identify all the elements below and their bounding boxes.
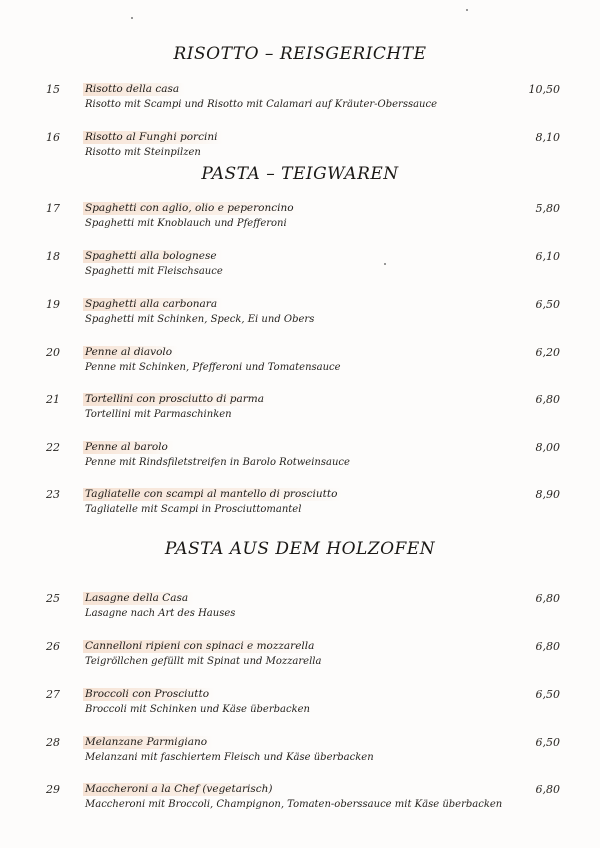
item-description: Penne mit Schinken, Pfefferoni und Tomatensauce <box>85 362 341 373</box>
item-name: Cannelloni ripieni con spinaci e mozzarella <box>83 640 320 653</box>
menu-item <box>0 202 600 238</box>
item-number: 16 <box>46 131 60 144</box>
item-price: 6,50 <box>535 298 560 311</box>
item-number: 18 <box>46 250 60 263</box>
menu-item <box>0 783 600 819</box>
item-name: Melanzane Parmigiano <box>83 736 213 749</box>
item-price: 6,50 <box>535 736 560 749</box>
item-number: 26 <box>46 640 60 653</box>
item-number: 23 <box>46 488 60 501</box>
item-number: 17 <box>46 202 60 215</box>
menu-item <box>0 640 600 676</box>
menu-item <box>0 592 600 628</box>
item-description: Risotto mit Steinpilzen <box>85 147 201 158</box>
item-description: Spaghetti mit Schinken, Speck, Ei und Obers <box>85 314 315 325</box>
item-price: 8,00 <box>535 441 560 454</box>
item-description: Tortellini mit Parmaschinken <box>85 409 232 420</box>
item-name: Tortellini con prosciutto di parma <box>83 393 270 406</box>
item-name: Spaghetti con aglio, olio e peperoncino <box>83 202 300 215</box>
menu-item <box>0 736 600 772</box>
item-description: Penne mit Rindsfiletstreifen in Barolo Rotweinsauce <box>85 457 350 468</box>
menu-item <box>0 441 600 477</box>
menu-item <box>0 83 600 119</box>
section-title-holzofen: PASTA AUS DEM HOLZOFEN <box>164 539 436 559</box>
item-name: Maccheroni a la Chef (vegetarisch) <box>83 783 279 796</box>
item-name: Penne al diavolo <box>83 346 178 359</box>
item-price: 6,20 <box>535 346 560 359</box>
item-price: 5,80 <box>535 202 560 215</box>
item-description: Tagliatelle mit Scampi in Prosciuttomantel <box>85 504 302 515</box>
item-number: 19 <box>46 298 60 311</box>
item-number: 28 <box>46 736 60 749</box>
menu-item <box>0 250 600 286</box>
item-price: 6,80 <box>535 393 560 406</box>
item-number: 27 <box>46 688 60 701</box>
item-price: 8,90 <box>535 488 560 501</box>
item-description: Broccoli mit Schinken und Käse überbacken <box>85 704 310 715</box>
item-price: 10,50 <box>528 83 560 96</box>
menu-item <box>0 393 600 429</box>
item-name: Penne al barolo <box>83 441 174 454</box>
item-name: Risotto della casa <box>83 83 185 96</box>
item-price: 6,80 <box>535 592 560 605</box>
paper-speck <box>131 17 133 19</box>
item-name: Lasagne della Casa <box>83 592 194 605</box>
item-description: Spaghetti mit Fleischsauce <box>85 266 223 277</box>
paper-speck <box>466 9 468 11</box>
item-price: 6,80 <box>535 640 560 653</box>
menu-item <box>0 131 600 167</box>
section-title-risotto: RISOTTO – REISGERICHTE <box>173 44 427 64</box>
menu-item <box>0 346 600 382</box>
item-description: Maccheroni mit Broccoli, Champignon, Tomaten-oberssauce mit Käse überbacken <box>85 799 503 810</box>
item-name: Broccoli con Prosciutto <box>83 688 215 701</box>
item-name: Spaghetti alla bolognese <box>83 250 223 263</box>
item-number: 25 <box>46 592 60 605</box>
item-description: Melanzani mit faschiertem Fleisch und Käse überbacken <box>85 752 374 763</box>
item-price: 6,80 <box>535 783 560 796</box>
item-description: Lasagne nach Art des Hauses <box>85 608 236 619</box>
item-number: 15 <box>46 83 60 96</box>
item-number: 22 <box>46 441 60 454</box>
item-price: 8,10 <box>535 131 560 144</box>
item-name: Spaghetti alla carbonara <box>83 298 223 311</box>
item-number: 20 <box>46 346 60 359</box>
item-name: Tagliatelle con scampi al mantello di prosciutto <box>83 488 343 501</box>
item-number: 21 <box>46 393 60 406</box>
section-title-pasta: PASTA – TEIGWAREN <box>201 164 399 184</box>
menu-item <box>0 298 600 334</box>
menu-item <box>0 688 600 724</box>
item-number: 29 <box>46 783 60 796</box>
item-description: Teigröllchen gefüllt mit Spinat und Mozzarella <box>85 656 322 667</box>
menu-item <box>0 488 600 524</box>
item-description: Spaghetti mit Knoblauch und Pfefferoni <box>85 218 287 229</box>
item-name: Risotto al Funghi porcini <box>83 131 223 144</box>
item-price: 6,10 <box>535 250 560 263</box>
item-price: 6,50 <box>535 688 560 701</box>
item-description: Risotto mit Scampi und Risotto mit Calamari auf Kräuter-Oberssauce <box>85 99 438 110</box>
